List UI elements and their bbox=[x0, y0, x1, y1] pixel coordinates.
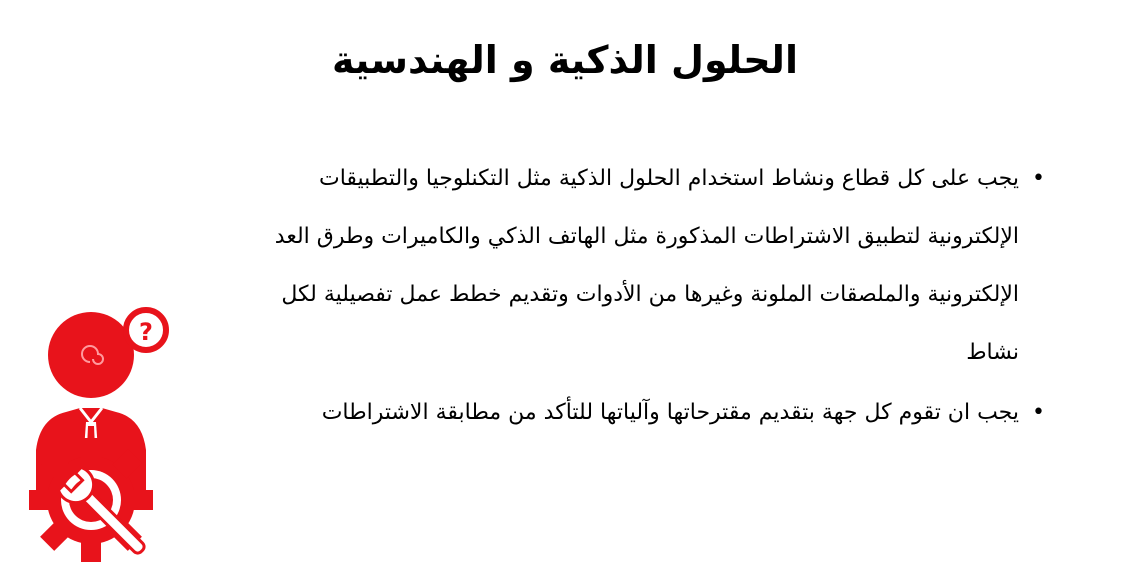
head-shape bbox=[48, 312, 134, 398]
bullet-marker: • bbox=[1032, 166, 1045, 191]
bullet-marker: • bbox=[1032, 400, 1045, 425]
question-mark: ? bbox=[139, 318, 153, 346]
bullet-list bbox=[225, 150, 1045, 442]
bullet-item-proposals bbox=[225, 384, 1045, 442]
bullet-text: يجب ان تقوم كل جهة بتقديم مقترحاتها وآلياتها للتأكد من مطابقة الاشتراطات bbox=[321, 400, 1019, 425]
bullet-item-smart-solutions bbox=[225, 150, 1045, 382]
slide-title: الحلول الذكية و الهندسية bbox=[332, 38, 798, 82]
engineer-gear-wrench-icon bbox=[18, 300, 188, 580]
bullet-text: يجب على كل قطاع ونشاط استخدام الحلول الذكية مثل التكنلوجيا والتطبيقات الإلكترونية لتطبيق الاشتراطات المذكورة مثل الهاتف الذكي والكاميرات وطرق العد الإلكترونية والملصقات الملونة وغيرها من الأدوات وتقديم خطط عمل تفصيلية لكل نشاط bbox=[274, 166, 1019, 365]
